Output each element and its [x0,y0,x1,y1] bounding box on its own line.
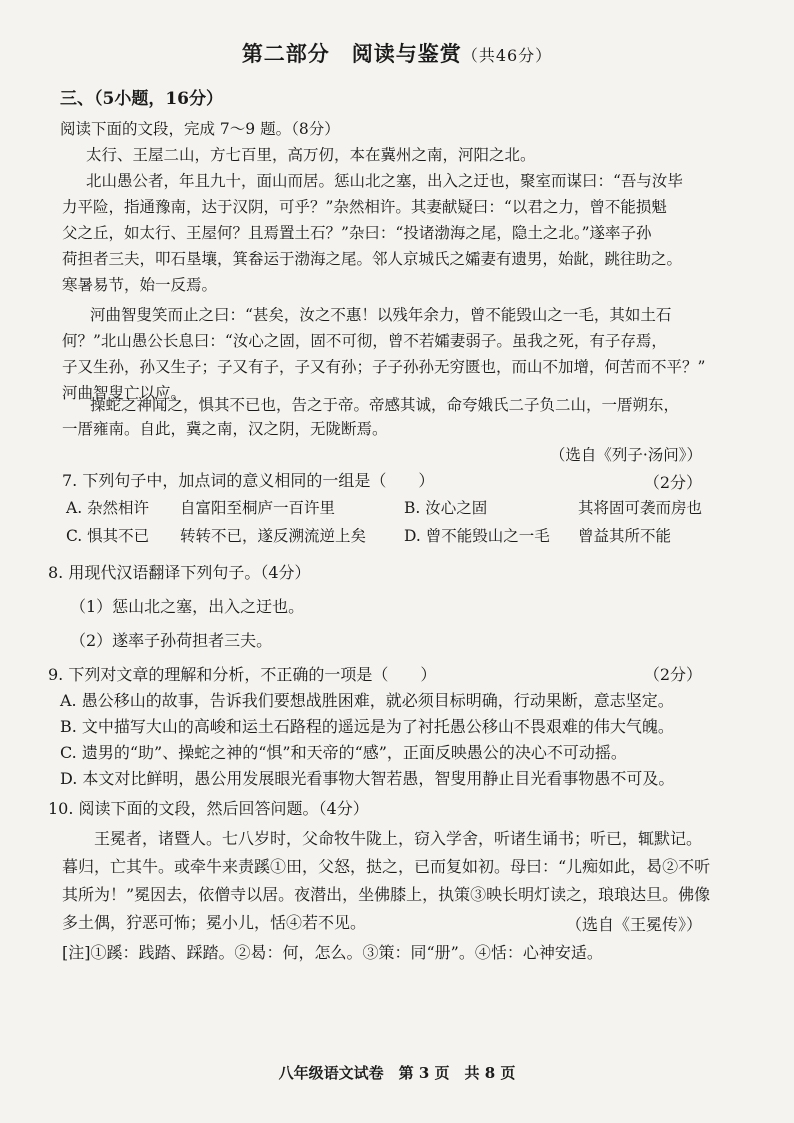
q7-option-b-1: B. 汝心之固 [404,499,488,517]
q7-option-c-1: C. 惧其不已 [66,527,150,545]
passage1-line: 河曲智叟亡以应。 [62,384,187,402]
q9-option-d: D. 本文对比鲜明，愚公用发展眼光看事物大智若愚，智叟用静止目光看事物愚不可及。 [60,769,675,788]
q10-passage-line: 多土偶，狞恶可怖；冕小儿，恬④若不见。 [62,913,367,932]
q10-note: [注]①蹊：践踏、踩踏。②曷：何，怎么。③策：同“册”。④恬：心神安适。 [62,943,603,962]
passage1-line: 力平险，指通豫南，达于汉阴，可乎？”杂然相许。其妻献疑曰：“以君之力，曾不能损魁 [62,198,667,216]
q7-option-d-2: 曾益其所不能 [578,527,672,545]
q7-option-b-2: 其将固可袭而房也 [578,499,703,517]
q7-option-a-2: 自富阳至桐庐一百许里 [180,499,336,517]
passage1-line: 太行、王屋二山，方七百里，高万仞，本在冀州之南，河阳之北。 [86,146,536,164]
q10-passage-line: 暮归，亡其牛。或牵牛来责蹊①田，父怒，挞之，已而复如初。母曰：“儿痴如此，曷②不听 [62,857,711,876]
q7-stem: 7. 下列句子中，加点词的意义相同的一组是（ ） [62,471,435,490]
passage1-line: 何？”北山愚公长息曰：“汝心之固，固不可彻，曾不若孀妻弱子。虽我之死，有子存焉， [62,332,667,350]
q10-stem: 10. 阅读下面的文段，然后回答问题。（4分） [48,799,369,818]
title-score: （共46分） [461,46,553,65]
q7-option-d-1: D. 曾不能毁山之一毛 [404,527,550,545]
q7-option-a-1: A. 杂然相许 [66,499,150,517]
q9-option-b: B. 文中描写大山的高峻和运土石路程的遥远是为了衬托愚公移山不畏艰难的伟大气魄。 [60,717,674,736]
passage1-line: 父之丘，如太行、王屋何？且焉置土石？”杂曰：“投诸渤海之尾，隐土之北。”遂率子孙 [62,224,652,242]
page-title [0,38,794,68]
passage1-line: 荷担者三夫，叩石垦壤，箕畚运于渤海之尾。邻人京城氏之孀妻有遗男，始龀，跳往助之。 [62,250,683,268]
q8-stem: 8. 用现代汉语翻译下列句子。（4分） [48,563,311,582]
q10-source: （选自《王冕传》） [565,915,702,934]
passage1-line: 北山愚公者，年且九十，面山而居。惩山北之塞，出入之迂也，聚室而谋曰：“吾与汝毕 [86,172,683,190]
q9-option-a: A. 愚公移山的故事，告诉我们要想战胜困难，就必须目标明确，行动果断，意志坚定。 [60,691,674,710]
page-footer: 八年级语文试卷 第 3 页 共 8 页 [278,1064,516,1082]
q8-sentence-2: （2）遂率子孙荷担者三夫。 [70,631,273,650]
q7-option-c-2: 转转不已，遂反溯流逆上矣 [180,527,367,545]
passage1-line: 操蛇之神闻之，惧其不已也，告之于帝。帝感其诚，命夸娥氏二子负二山，一厝朔东， [90,396,680,414]
passage1-line: 子又生孙，孙又生子；子又有子，子又有孙；子子孙孙无穷匮也，而山不加增，何苦而不平？” [62,358,706,376]
q10-passage-line: 王冕者，诸暨人。七八岁时，父命牧牛陇上，窃入学舍，听诸生诵书；听已，辄默记。 [94,829,703,848]
section-heading: 三、（5小题，16分） [60,89,223,109]
passage1-source: （选自《列子·汤问》） [549,446,702,464]
q7-score: （2分） [643,473,702,492]
title-text: 第二部分 阅读与鉴赏 [241,41,462,66]
q10-passage-line: 其所为！”冕因去，依僧寺以居。夜潜出，坐佛膝上，执策③映长明灯读之，琅琅达旦。佛像 [62,885,711,904]
passage1-intro: 阅读下面的文段，完成 7～9 题。（8分） [60,120,340,138]
q9-option-c: C. 遗男的“助”、操蛇之神的“惧”和天帝的“感”，正面反映愚公的决心不可动摇。 [60,743,627,762]
q8-sentence-1: （1）惩山北之塞，出入之迂也。 [70,597,305,616]
passage1-line: 一厝雍南。自此，冀之南，汉之阴，无陇断焉。 [62,420,388,438]
q9-stem: 9. 下列对文章的理解和分析，不正确的一项是（ ） [48,665,437,684]
passage1-line: 河曲智叟笑而止之曰：“甚矣，汝之不惠！以残年余力，曾不能毁山之一毛，其如土石 [90,306,672,324]
q9-score: （2分） [643,665,702,684]
passage1-line: 寒暑易节，始一反焉。 [62,276,218,294]
